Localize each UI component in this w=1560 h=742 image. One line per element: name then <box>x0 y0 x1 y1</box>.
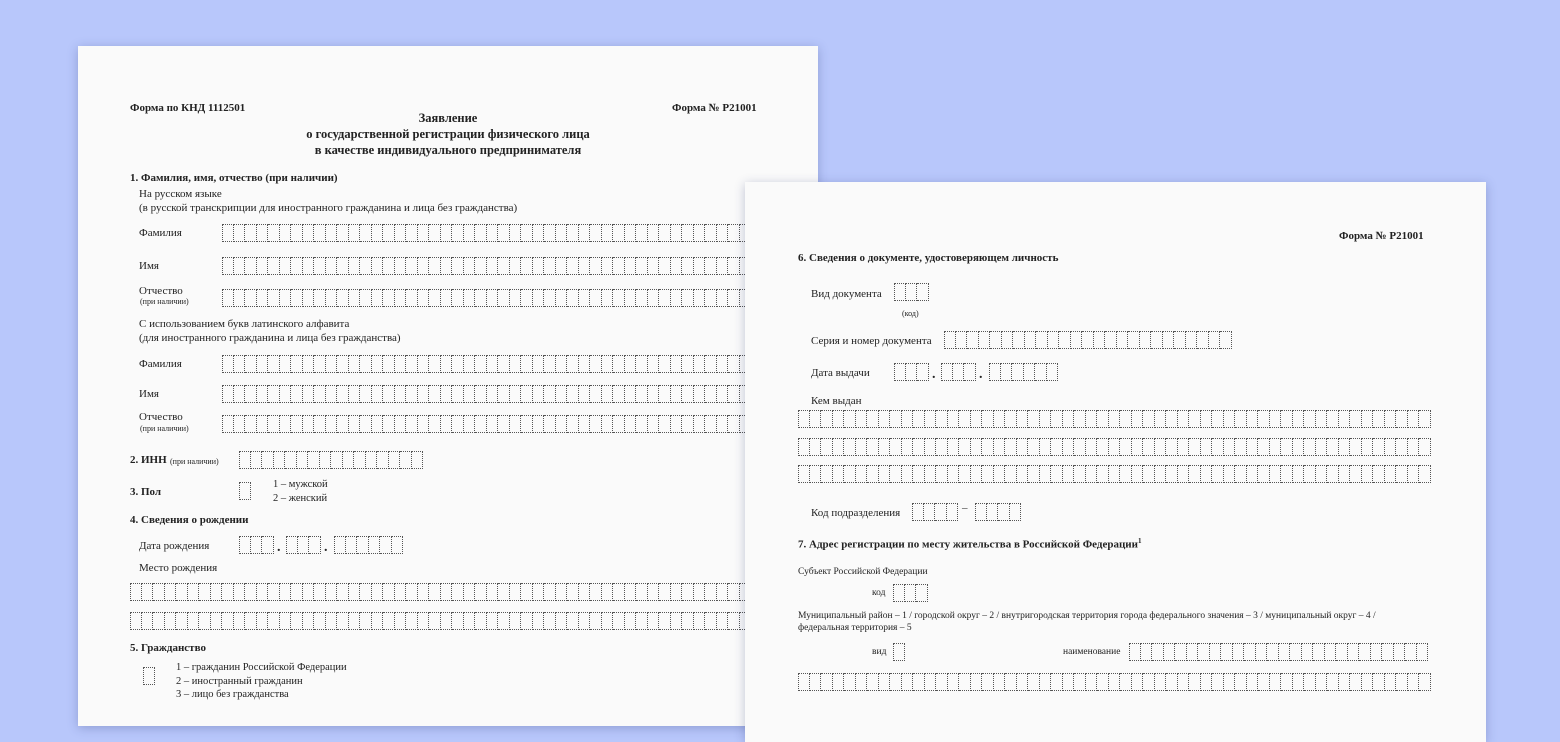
issue-day-input[interactable] <box>894 363 929 381</box>
subject-label: Субъект Российской Федерации <box>798 567 928 577</box>
department-code-input-2[interactable] <box>975 503 1021 521</box>
form-knd-label: Форма по КНД 1112501 <box>130 102 246 114</box>
citizenship-option-2: 2 – иностранный гражданин <box>176 676 303 687</box>
form-title-line-2: о государственной регистрации физического лица <box>306 127 590 141</box>
name-input-ru[interactable] <box>222 257 818 275</box>
surname-input-ru[interactable] <box>222 224 818 242</box>
birth-place-input-line-1[interactable] <box>130 583 818 601</box>
birth-day-input[interactable] <box>239 536 274 554</box>
patronymic-note: (при наличии) <box>140 297 189 306</box>
inn-input[interactable] <box>239 451 423 469</box>
issued-by-input-line-3[interactable] <box>798 465 1431 483</box>
patronymic-input-ru[interactable] <box>222 289 818 307</box>
issued-by-input-line-1[interactable] <box>798 410 1431 428</box>
department-code-dash: – <box>962 502 968 514</box>
form-sheet-page-1 <box>78 46 818 726</box>
name-input-latin[interactable] <box>222 385 818 403</box>
form-number-label: Форма № Р21001 <box>672 102 757 114</box>
birth-month-input[interactable] <box>286 536 321 554</box>
section-7-title-text: 7. Адрес регистрации по месту жительства в Российской Федерации <box>798 538 1138 551</box>
series-number-input[interactable] <box>944 331 1232 349</box>
form-title-line-1: Заявление <box>418 111 478 125</box>
issue-date-label: Дата выдачи <box>811 367 870 379</box>
issue-month-input[interactable] <box>941 363 976 381</box>
gender-option-1: 1 – мужской <box>273 479 328 490</box>
surname-input-latin[interactable] <box>222 355 818 373</box>
document-type-code-note: (код) <box>902 309 919 318</box>
birth-year-input[interactable] <box>334 536 403 554</box>
section-5-title: 5. Гражданство <box>130 642 206 654</box>
section-2-title: 2. ИНН <box>130 454 167 466</box>
subject-code-label: код <box>872 588 886 598</box>
series-number-label: Серия и номер документа <box>811 335 932 347</box>
patronymic-label-latin: Отчество <box>139 411 183 423</box>
patronymic-note-latin: (при наличии) <box>140 424 189 433</box>
patronymic-label: Отчество <box>139 285 183 297</box>
section-4-title: 4. Сведения о рождении <box>130 514 249 526</box>
citizenship-option-3: 3 – лицо без гражданства <box>176 689 289 700</box>
surname-label-latin: Фамилия <box>139 358 182 370</box>
birth-date-label: Дата рождения <box>139 540 210 552</box>
municipal-type-label: вид <box>872 647 887 657</box>
section-3-title: 3. Пол <box>130 486 162 498</box>
issue-year-input[interactable] <box>989 363 1058 381</box>
name-label: Имя <box>139 260 159 272</box>
latin-alphabet-label: С использованием букв латинского алфавита <box>139 318 350 330</box>
form-number-label-page-2: Форма № Р21001 <box>1339 230 1424 242</box>
date-separator: . <box>277 540 281 555</box>
subject-code-input[interactable] <box>893 584 928 602</box>
municipal-name-label: наименование <box>1063 647 1121 657</box>
russian-transcription-note: (в русской транскрипции для иностранного гражданина и лица без гражданства) <box>139 202 518 214</box>
date-separator: . <box>932 367 936 382</box>
municipal-type-note-2: федеральная территория – 5 <box>798 623 912 633</box>
surname-label: Фамилия <box>139 227 182 239</box>
gender-input[interactable] <box>239 482 251 500</box>
name-label-latin: Имя <box>139 388 159 400</box>
section-7-title <box>798 537 1141 551</box>
birth-place-label: Место рождения <box>139 562 218 574</box>
document-type-input[interactable] <box>894 283 929 301</box>
municipal-type-note: Муниципальный район – 1 / городской округ – 2 / внутригородская территория города федерального значения – 3 / муниципальный округ – 4 / <box>798 611 1376 621</box>
date-separator: . <box>324 540 328 555</box>
gender-option-2: 2 – женский <box>273 493 328 504</box>
form-title-line-3: в качестве индивидуального предпринимателя <box>314 143 582 157</box>
birth-place-input-line-2[interactable] <box>130 612 818 630</box>
section-6-title: 6. Сведения о документе, удостоверяющем личность <box>798 252 1059 264</box>
patronymic-input-latin[interactable] <box>222 415 818 433</box>
department-code-input-1[interactable] <box>912 503 958 521</box>
document-type-label: Вид документа <box>811 288 882 300</box>
municipal-name-input-line-2[interactable] <box>798 673 1431 691</box>
russian-language-label: На русском языке <box>139 188 222 200</box>
form-sheet-page-2 <box>745 182 1486 742</box>
latin-alphabet-note: (для иностранного гражданина и лица без гражданства) <box>139 332 401 344</box>
department-code-label: Код подразделения <box>811 507 901 519</box>
citizenship-option-1: 1 – гражданин Российской Федерации <box>176 662 347 673</box>
municipal-type-input[interactable] <box>893 643 905 661</box>
section-7-footnote: 1 <box>1137 537 1142 545</box>
issued-by-label: Кем выдан <box>811 395 862 407</box>
municipal-name-input-line-1[interactable] <box>1129 643 1428 661</box>
section-1-title: 1. Фамилия, имя, отчество (при наличии) <box>130 172 338 184</box>
citizenship-input[interactable] <box>143 667 155 685</box>
date-separator: . <box>979 367 983 382</box>
issued-by-input-line-2[interactable] <box>798 438 1431 456</box>
inn-note: (при наличии) <box>170 457 219 466</box>
